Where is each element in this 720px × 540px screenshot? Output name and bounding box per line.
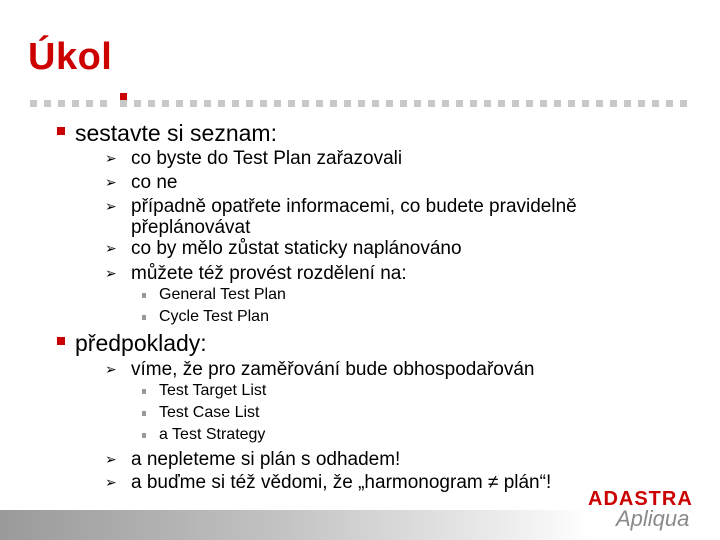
list-item — [105, 196, 621, 238]
list-item-text: co ne — [131, 172, 178, 193]
arrow-bullet-icon: ➢ — [105, 174, 117, 190]
list-item — [105, 172, 631, 193]
bullet-square-icon — [57, 337, 65, 345]
small-square-icon — [142, 433, 146, 438]
list-item — [105, 449, 631, 470]
slide-title: Úkol — [28, 36, 113, 78]
list-item — [105, 238, 631, 259]
small-square-icon — [142, 315, 146, 320]
list-item-text: co by mělo zůstat staticky naplánováno — [131, 238, 462, 259]
list-item-text: případně opatřete informacemi, co budete pravidelně přeplánovávat — [131, 196, 577, 238]
arrow-bullet-icon: ➢ — [105, 361, 117, 377]
logo-top-text: ADASTRA — [588, 488, 693, 510]
bullet-text: sestavte si seznam: — [75, 120, 277, 146]
small-square-icon — [142, 411, 146, 416]
arrow-bullet-icon: ➢ — [105, 451, 117, 467]
sub-list-item — [159, 382, 266, 400]
sub-list-item — [159, 308, 269, 326]
sub-list-item — [159, 286, 286, 304]
list-item-text: a buďme si též vědomi, že „harmonogram ≠ plán“! — [131, 472, 552, 493]
list-item-text: co byste do Test Plan zařazovali — [131, 148, 403, 169]
list-item — [105, 148, 631, 169]
sub-list-item-text: Cycle Test Plan — [159, 308, 269, 325]
bullet-text: předpoklady: — [75, 330, 207, 356]
list-item-text: můžete též provést rozdělení na: — [131, 263, 407, 284]
small-square-icon — [142, 293, 146, 298]
list-item-text: a nepleteme si plán s odhadem! — [131, 449, 401, 470]
adastra-apliqua-logo — [588, 488, 698, 534]
sub-list-item-text: General Test Plan — [159, 286, 286, 303]
sub-list-item-text: Test Target List — [159, 382, 267, 399]
list-item — [105, 472, 631, 493]
arrow-bullet-icon: ➢ — [105, 265, 117, 281]
bullet-square-icon — [57, 127, 65, 135]
logo-bottom-text: Apliqua — [616, 506, 690, 531]
list-item — [105, 263, 631, 284]
list-item — [105, 359, 631, 380]
sub-list-item — [159, 404, 259, 422]
list-item-text: víme, že pro zaměřování bude obhospodařován — [131, 359, 535, 380]
arrow-bullet-icon: ➢ — [105, 198, 117, 214]
arrow-bullet-icon: ➢ — [105, 474, 117, 490]
arrow-bullet-icon: ➢ — [105, 150, 117, 166]
sub-list-item — [159, 426, 265, 444]
sub-list-item-text: Test Case List — [159, 404, 260, 421]
bullet-sestavte — [75, 120, 277, 147]
bullet-predpoklady — [75, 330, 207, 357]
small-square-icon — [142, 389, 146, 394]
sub-list-item-text: a Test Strategy — [159, 426, 266, 443]
arrow-bullet-icon: ➢ — [105, 240, 117, 256]
